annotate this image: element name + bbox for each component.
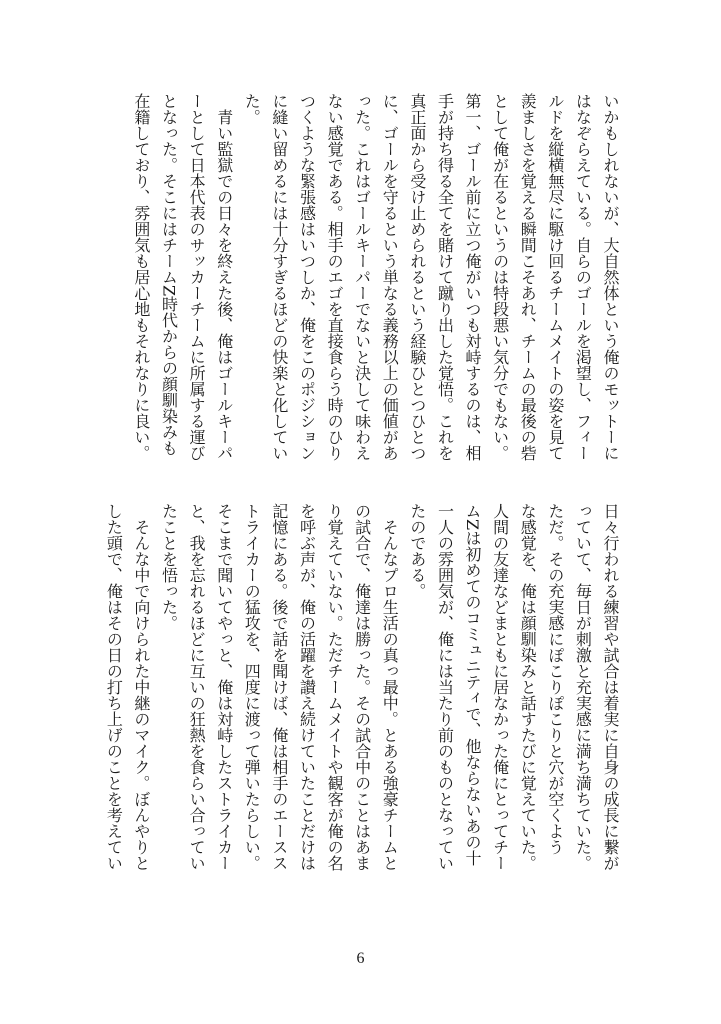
text-column: 青い監獄での日々を終えた後、俺はゴールキーパ [214,93,234,461]
text-column: 人間の友達などまともに居なかった俺にとってチー [490,503,510,871]
text-column: となった。そこにはチームZ時代からの顔馴染みも [159,93,179,457]
text-column: な感覚を、俺は顔馴染みと話すたびに覚えていた。 [518,503,538,871]
text-column: の試合で、俺達は勝った。その試合中のことはあま [352,503,372,871]
text-column: した頭で、俺はその日の打ち上げのことを考えてい [104,503,124,871]
text-column: として俺が在るというのは特段悪い気分でもない。 [490,93,510,461]
text-column: ムZは初めてのコミュニティで、他ならないあの十 [463,503,483,867]
text-column: ルドを縦横無尽に駆け回るチームメイトの姿を見て [545,93,565,461]
text-column: った。これはゴールキーパーでないと決して味わえ [352,93,372,461]
text-column: そこまで聞いてやっと、俺は対峙したストライカー [214,503,234,871]
text-column: た。 [242,93,262,125]
text-column: っていて、毎日が刺激と充実感に満ち満ちていた。 [573,503,593,871]
text-column: 日々行われる練習や試合は着実に自身の成長に繋が [601,503,620,871]
text-column: いかもしれないが、大自然体という俺のモットーに [601,93,620,461]
text-column: を呼ぶ声が、俺の活躍を讃え続けていたことだけは [297,503,317,871]
text-column: 真正面から受け止められるという経験ひとつひとつ [407,93,427,461]
text-column: と、我を忘れるほどに互いの狂熱を食らい合ってい [187,503,207,871]
text-column: トライカーの猛攻を、四度に渡って弾いたらしい。 [242,503,262,871]
text-column: ーとして日本代表のサッカーチームに所属する運び [187,93,207,461]
text-block-bottom [104,503,624,883]
text-column: に縫い留めるには十分すぎるほどの快楽と化してい [269,93,289,461]
text-column: 一人の雰囲気が、俺には当たり前のものとなってい [435,503,455,871]
text-column: 在籍しており、雰囲気も居心地もそれなりに良い。 [131,93,151,461]
text-column: 記憶にある。後で話を聞けば、俺は相手のエースス [269,503,289,871]
text-column: たのである。 [407,503,427,599]
text-block-top [114,93,624,473]
text-column: 羨ましさを覚える瞬間こそあれ、チームの最後の砦 [518,93,538,461]
text-column: つくような緊張感はいつしか、俺をこのポジション [297,93,317,461]
text-column: 第一、ゴール前に立つ俺がいつも対峙するのは、相 [463,93,483,461]
text-column: はなぞらえている。自らのゴールを渇望し、フィー [573,93,593,461]
text-column: り覚えていない。ただチームメイトや観客が俺の名 [325,503,345,871]
text-column: たことを悟った。 [159,503,179,631]
text-column: 手が持ち得る全てを賭けて蹴り出した覚悟。これを [435,93,455,461]
text-column: そんな中で向けられた中継のマイク。ぼんやりと [131,503,151,871]
text-column: ない感覚である。相手のエゴを直接食らう時のひり [325,93,345,461]
text-column: そんなプロ生活の真っ最中。とある強豪チームと [380,503,400,871]
text-column: ただ。その充実感にぽこりぽこりと穴が空くよう [545,503,565,855]
text-column: に、ゴールを守るという単なる義務以上の価値があ [380,93,400,461]
page-number: 6 [356,950,365,967]
